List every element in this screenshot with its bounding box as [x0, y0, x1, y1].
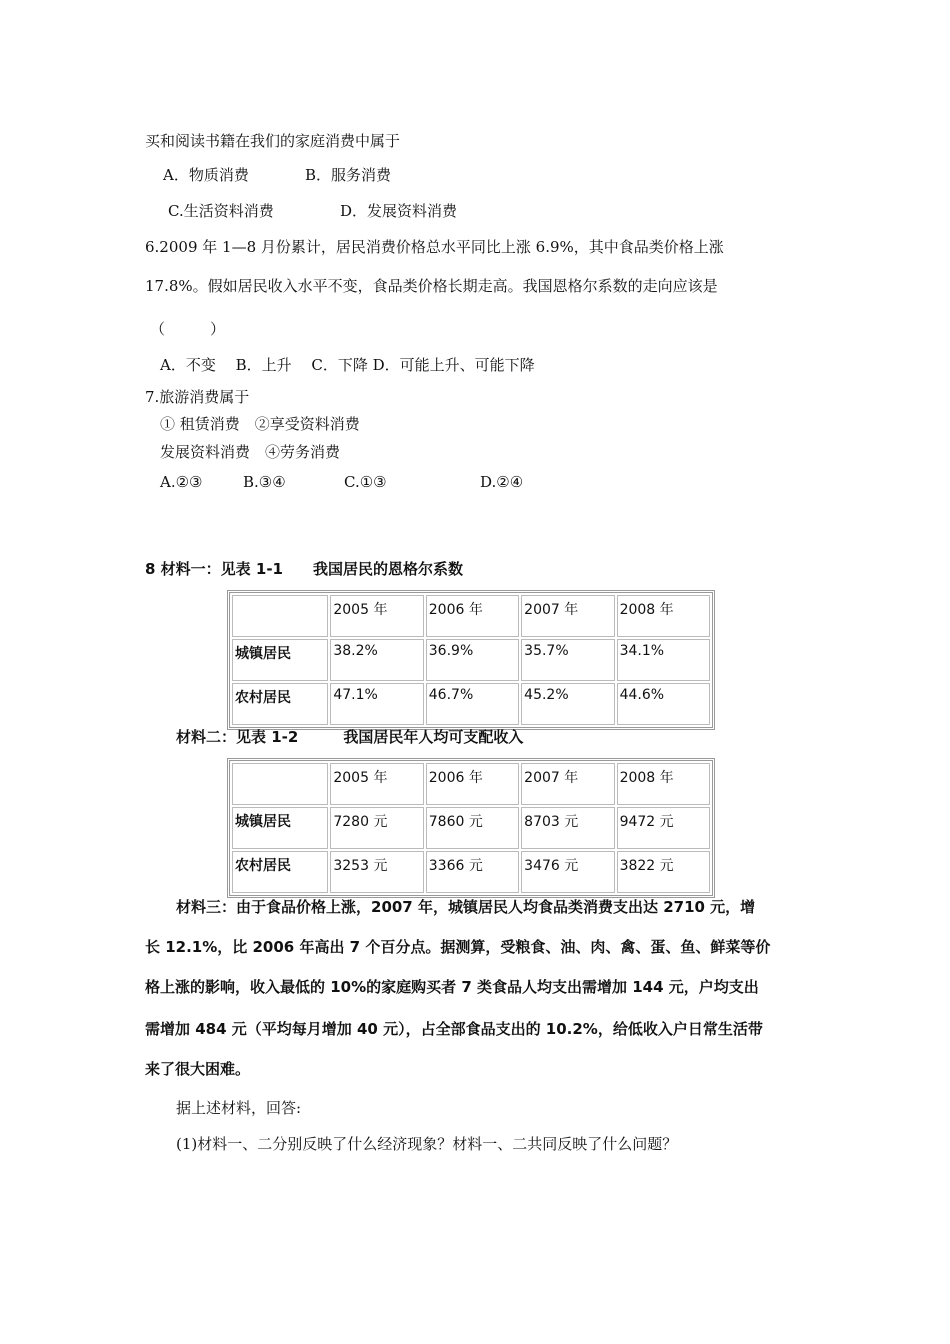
table-cell: 36.9% — [426, 639, 519, 681]
material-3-line5: 来了很大困难。 — [145, 1060, 251, 1078]
q5-option-a: A．物质消费 — [163, 166, 249, 184]
table-cell: 45.2% — [521, 683, 614, 725]
q5-option-c: C.生活资料消费 — [168, 202, 274, 220]
material-3-line4: 需增加 484 元（平均每月增加 40 元），占全部食品支出的 10.2%，给低收入户日常生活带 — [145, 1020, 763, 1038]
table-cell: 3822 元 — [617, 851, 710, 893]
table-cell: 7860 元 — [426, 807, 519, 849]
q7-option-d: D.②④ — [480, 473, 524, 491]
table-cell: 8703 元 — [521, 807, 614, 849]
material-1-title: 8 材料一：见表 1-1 我国居民的恩格尔系数 — [145, 560, 463, 578]
table-cell: 38.2% — [330, 639, 423, 681]
table-cell: 2005 年 — [330, 763, 423, 805]
table-row — [232, 807, 710, 849]
table-cell: 9472 元 — [617, 807, 710, 849]
table-cell: 2007 年 — [521, 763, 614, 805]
q7-option-a: A.②③ — [160, 473, 203, 491]
q6-line1: 6.2009 年 1—8 月份累计，居民消费价格总水平同比上涨 6.9%，其中食品类价格上涨 — [145, 238, 724, 256]
material-3-line3: 格上涨的影响，收入最低的 10%的家庭购买者 7 类食品人均支出需增加 144 元，户均支出 — [145, 978, 759, 996]
table-cell: 44.6% — [617, 683, 710, 725]
table-row — [232, 639, 710, 681]
engel-coefficient-table — [227, 590, 715, 730]
table-cell: 2005 年 — [330, 595, 423, 637]
q7-option-b: B.③④ — [243, 473, 286, 491]
q6-line2: 17.8%。假如居民收入水平不变，食品类价格长期走高。我国恩格尔系数的走向应该是 — [145, 277, 718, 295]
table-cell — [232, 763, 328, 805]
table-cell: 34.1% — [617, 639, 710, 681]
q7-items-1: ① 租赁消费 ②享受资料消费 — [160, 415, 360, 433]
table-row — [232, 683, 710, 725]
table-cell: 农村居民 — [232, 683, 328, 725]
table-cell — [232, 595, 328, 637]
table-cell: 47.1% — [330, 683, 423, 725]
table-cell: 农村居民 — [232, 851, 328, 893]
material-3-line2: 长 12.1%，比 2006 年高出 7 个百分点。据测算，受粮食、油、肉、禽、蛋、鱼、鲜菜等价 — [145, 938, 771, 956]
table-cell: 35.7% — [521, 639, 614, 681]
table-cell: 2008 年 — [617, 595, 710, 637]
table-header-row — [232, 763, 710, 805]
sub-question-1: (1)材料一、二分别反映了什么经济现象？材料一、二共同反映了什么问题？ — [176, 1135, 678, 1153]
question-prompt: 据上述材料，回答: — [176, 1099, 302, 1117]
table-cell: 2007 年 — [521, 595, 614, 637]
table-cell: 7280 元 — [330, 807, 423, 849]
q5-option-d: D．发展资料消费 — [340, 202, 458, 220]
q6-options: A．不变 B．上升 C．下降 D．可能上升、可能下降 — [160, 356, 535, 374]
table-cell: 3366 元 — [426, 851, 519, 893]
q6-answer-blank: （ ） — [150, 320, 226, 338]
table-cell: 46.7% — [426, 683, 519, 725]
q5-stem: 买和阅读书籍在我们的家庭消费中属于 — [145, 132, 401, 150]
disposable-income-table — [227, 758, 715, 898]
material-2-title: 材料二：见表 1-2 我国居民年人均可支配收入 — [176, 728, 524, 746]
q7-stem: 7.旅游消费属于 — [145, 388, 250, 406]
table-row — [232, 851, 710, 893]
table-cell: 3253 元 — [330, 851, 423, 893]
table-cell: 2006 年 — [426, 595, 519, 637]
q7-items-2: 发展资料消费 ④劳务消费 — [160, 443, 341, 461]
table-cell: 城镇居民 — [232, 807, 328, 849]
q5-option-b: B．服务消费 — [305, 166, 392, 184]
table-cell: 3476 元 — [521, 851, 614, 893]
material-3-line1: 材料三：由于食品价格上涨，2007 年，城镇居民人均食品类消费支出达 2710 元，增 — [176, 898, 756, 916]
table-cell: 城镇居民 — [232, 639, 328, 681]
table-cell: 2006 年 — [426, 763, 519, 805]
table-cell: 2008 年 — [617, 763, 710, 805]
q7-option-c: C.①③ — [344, 473, 387, 491]
table-header-row — [232, 595, 710, 637]
